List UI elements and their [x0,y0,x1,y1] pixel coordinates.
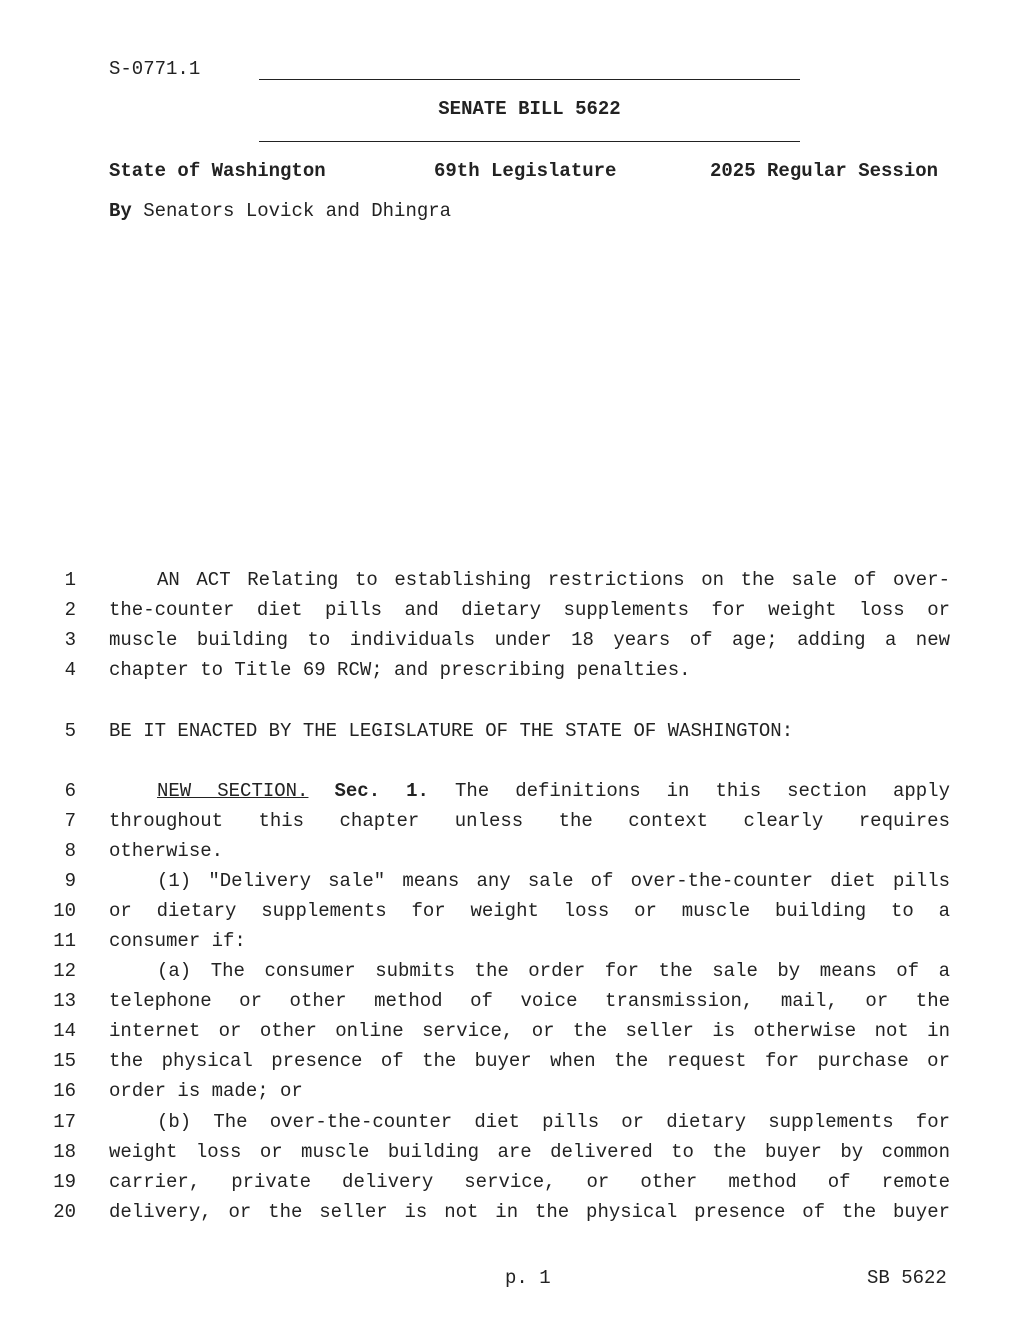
bill-line: the-counter diet pills and dietary supplements for weight loss or [109,599,950,621]
sponsors [109,200,451,222]
line-number: 7 [64,810,76,832]
bill-line: carrier, private delivery service, or other method of remote [109,1171,950,1193]
line-number: 19 [53,1171,76,1193]
bill-line: weight loss or muscle building are delivered to the buyer by common [109,1141,950,1163]
line-number: 17 [53,1111,76,1133]
header-legislature: 69th Legislature [434,160,617,182]
bill-line: AN ACT Relating to establishing restrictions on the sale of over- [157,569,950,591]
header-session: 2025 Regular Session [710,160,939,182]
bill-line: the physical presence of the buyer when the request for purchase or [109,1050,950,1072]
header-state: State of Washington [109,160,326,182]
bill-title: SENATE BILL 5622 [438,98,621,120]
line-number: 16 [53,1080,76,1102]
line-number: 2 [64,599,76,621]
page-number: p. 1 [505,1267,551,1289]
bill-line: otherwise. [109,840,224,862]
line-number: 9 [64,870,76,892]
line-number: 11 [53,930,76,952]
sponsors-by: By [109,200,132,222]
line-number: 14 [53,1020,76,1042]
document-id: S-0771.1 [109,58,201,80]
line-number: 5 [64,720,76,742]
line-number: 8 [64,840,76,862]
footer-bill-ref: SB 5622 [867,1267,947,1289]
line-number: 6 [64,780,76,802]
bill-line: muscle building to individuals under 18 years of age; adding a new [109,629,950,651]
bill-line: order is made; or [109,1080,303,1102]
line-number: 20 [53,1201,76,1223]
line-number: 12 [53,960,76,982]
bill-line: throughout this chapter unless the context clearly requires [109,810,950,832]
bill-line: telephone or other method of voice transmission, mail, or the [109,990,950,1012]
bill-line: (b) The over-the-counter diet pills or dietary supplements for [157,1111,950,1133]
section-text: The definitions in this section apply [454,780,950,802]
bill-line: (1) "Delivery sale" means any sale of over-the-counter diet pills [157,870,950,892]
bill-line [109,780,950,802]
bill-line: or dietary supplements for weight loss or muscle building to a [109,900,950,922]
bill-line: internet or other online service, or the seller is otherwise not in [109,1020,950,1042]
bill-line: (a) The consumer submits the order for the sale by means of a [157,960,950,982]
bill-line: consumer if: [109,930,246,952]
new-section-label: NEW SECTION. [157,780,309,802]
line-number: 15 [53,1050,76,1072]
title-rule-bottom [259,141,800,142]
bill-line: chapter to Title 69 RCW; and prescribing penalties. [109,659,691,681]
line-number: 10 [53,900,76,922]
line-number: 13 [53,990,76,1012]
section-number: Sec. 1. [334,780,429,802]
bill-line: delivery, or the seller is not in the physical presence of the buyer [109,1201,950,1223]
title-rule-top [259,79,800,80]
line-number: 4 [64,659,76,681]
enacting-clause: BE IT ENACTED BY THE LEGISLATURE OF THE STATE OF WASHINGTON: [109,720,794,742]
line-number: 18 [53,1141,76,1163]
line-number: 3 [64,629,76,651]
line-number: 1 [64,569,76,591]
sponsors-names: Senators Lovick and Dhingra [143,200,452,222]
